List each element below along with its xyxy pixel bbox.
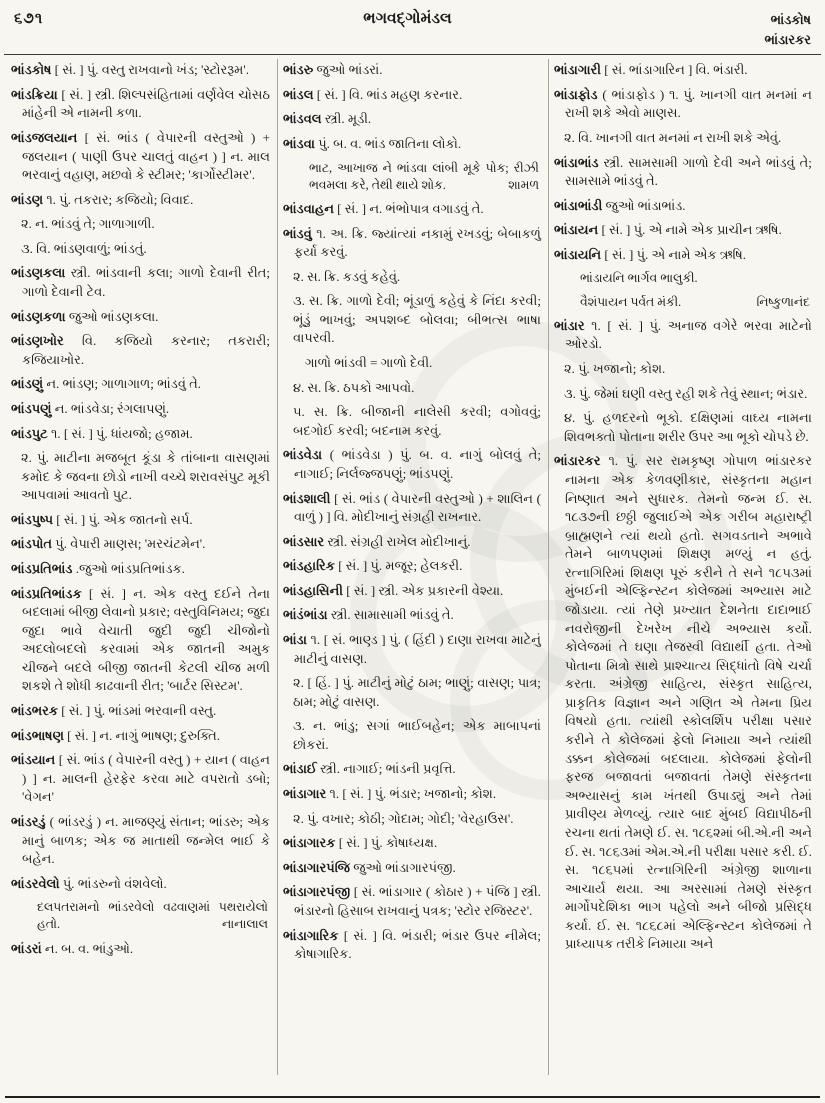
headword: ભાંડાર [553, 317, 585, 333]
dictionary-entry: ભાંડાગારિક [ સં. ] વિ. ભંડારી; ભંડાર ઉપર નીમેલ; કોષાગારિક. [282, 927, 541, 962]
page-title: ભગવદ્ગોમંડલ [363, 10, 452, 27]
column-1 [6, 59, 277, 1075]
guide-word-last: ભાંડારકર [764, 32, 811, 48]
dictionary-entry: ભાંડાયન [ સં. ] પું. એ નામે એક પ્રાચીન ઋષિ. [553, 222, 782, 238]
dictionary-entry: ભાંડવેડા ( ભાંડવેડા ) પું. બ. વ. નાગું બોલવું તે; નાગાઈ; નિર્લજ્જપણું; ભાંડપણું. [282, 447, 541, 481]
entry-sense: ૨. વિ. ખાનગી વાત મનમાં ન રાખી શકે એવું. [563, 130, 782, 146]
headword: ભાંડણખોર [11, 333, 64, 349]
headword: ભાંડપ્રતિભાંડક [11, 585, 82, 601]
dictionary-entry: ભાંડણું ન. ભાંડણ; ગાળાગાળ; ભાંડવું તે. [11, 376, 202, 392]
headword: ભાંડવેડા [282, 447, 323, 463]
headword: ભાંડાગારક [282, 835, 336, 851]
headword: ભાંડણ [11, 191, 44, 207]
dictionary-entry: ભાંડાગારપંજિ જુઓ ભાંડાગારપંજી. [282, 859, 456, 875]
headword: ભાંડાગારપંજી [282, 884, 351, 900]
dictionary-entry: ભાંડાગારક [ સં. ] પું. કોષાધ્યક્ષ. [282, 835, 438, 851]
dictionary-entry: ભાંડશાલી [ સં. ભાંડ ( વેપારની વસ્તુઓ ) + શાલિન ( વાળું ) ] વિ. મોદીખાનું સંગ્રહી રાખનાર. [282, 490, 541, 525]
entry-quote: દલપતરામનો ભાંડરવેલો વઢવાણમાં પથરાયેલો હતો. નાનાલાલ [37, 899, 268, 933]
dictionary-entry: ભાંડકોષ [ સં. ] પું. વસ્તુ રાખવાનો ખંડ; 'સ્ટોરરૂમ'. [11, 62, 249, 78]
entry-sense: ૨. સ. ક્રિ. કડવું કહેવું. [292, 268, 401, 284]
headword: ભાંડકોષ [11, 62, 52, 78]
headword: ભાંડપણું [11, 400, 52, 416]
dictionary-entry: ભાંડાભાંડી જુઓ ભાંડાભાંડ. [553, 197, 686, 213]
entry-sense: ૨. પું. વખાર; કોઠી; ગોદામ; ગોદી; 'વેરહાઉસ'. [292, 810, 514, 826]
headword: ભાંડભરક [11, 703, 59, 719]
headword: ભાંડણું [11, 376, 44, 392]
dictionary-entry: ભાંડહારિક [ સં. ] પું. મજૂર; હેલકરી. [282, 558, 463, 574]
entry-sense: ૨. [ હિં. ] પું. માટીનું મોટું ઠામ; ભાણું; વાસણ; પાત્ર; ઠામ; મોટું વાસણ. [292, 675, 541, 709]
headword: ભાંડશાલી [282, 490, 331, 506]
dictionary-entry: ભાંડરડું ( ભાંડરડું ) ન. માજણ્યું સંતાન; ભાંડરુ; એક માનું બાળક; એક જ માતાથી જન્મેલ ભાઈ કે બહેન. [11, 813, 270, 867]
entry-sense: ૪. સ. ક્રિ. ઠપકો આપવો. [292, 379, 415, 395]
headword: ભાંડપોત [11, 536, 53, 552]
dictionary-entry: ભાંડાર ૧. [ સં. ] પું. અનાજ વગેરે ભરવા માટેનો ઓરડો. [553, 317, 812, 352]
headword: ભાંડણકલા [11, 265, 66, 281]
headword: ભાંડહારિક [282, 558, 335, 574]
headword: ભાંડણકળા [11, 308, 66, 324]
dictionary-entry: ભાંડણખોર વિ. કજિયો કરનાર; તકરારી; કજિયાખોર. [11, 333, 270, 367]
dictionary-entry: ભાંડવા પું. બ. વ. ભાંડ જાતિના લોકો. [282, 136, 462, 152]
dictionary-entry: ભાંડણકલા સ્ત્રી. ભાંડવાની કલા; ગાળો દેવાની રીત; ગાળો દેવાની ટેવ. [11, 265, 270, 300]
headword: ભાંડાગારપંજિ [282, 859, 350, 875]
headword: ભાંડસાર [282, 533, 325, 549]
entry-sense: ૩. પું. જેમાં ઘણી વસ્તુ રહી શકે તેવું સ્થાન; ભંડાર. [563, 385, 808, 401]
page-header [0, 0, 825, 52]
bottom-rule [5, 1096, 820, 1099]
dictionary-entry: ભાંડાગારપંજી [ સં. ભાંડાગાર ( કોઠાર ) + પંજિ ] સ્ત્રી. ભંડારનો હિસાબ રાખવાનું પત્રક; 'સ્ટોર રજિસ્ટર'. [282, 884, 541, 918]
headword: ભાંડયાન [11, 752, 56, 768]
dictionary-entry: ભાંડજલયાન [ સં. ભાંડ ( વેપારની વસ્તુઓ ) + જલયાન ( પાણી ઉપર ચાલતું વાહન ) ] ન. માલ ભરવાનું વહાણ, મછવો કે સ્ટીમર; 'કાર્ગોસ્ટીમર'. [11, 130, 270, 183]
dictionary-entry: ભાંડા ૧. [ સં. ભાણ્ડ ] પું. ( હિંદી ) દાણા રાખવા માટેનું માટીનું વાસણ. [282, 631, 541, 666]
dictionary-entry: ભાંડપણું ન. ભાંડવેડા; રંગલાપણું. [11, 400, 170, 416]
headword: ભાંડક્રિયા [11, 86, 58, 102]
dictionary-entry: ભાંડવાહન [ સં. ] ન. ભંભોપાત્ર વગાડવું તે. [282, 201, 484, 216]
headword: ભાંડારકર [553, 453, 601, 469]
dictionary-entry: ભાંડપ્રતિભાંડ .જુઓ ભાંડપ્રતિભાંડક. [11, 561, 185, 576]
dictionary-columns [6, 59, 819, 1075]
entry-sense: ૩. વિ. ભાંડણવાળું; ભાંડતું. [21, 240, 147, 256]
dictionary-entry: ભાંડારકર ૧. પું. સર રામકૃષ્ણ ગોપાળ ભાંડારકર નામના એક કેળવણીકાર, સંસ્કૃતના મહાન નિષ્ણાત અને સુધારક. તેમનો જન્મ ઈ. સ. ૧૮૩૭ની છઠ્ઠી જુલાઈએ એક ગરીબ મહારાષ્ટ્રી બ્રાહ્મણને ત્યાં થયો હતો. સગવડતાને અભાવે તેમને બાળપણમાં શિક્ષણ મળ્યું ન હતું. રત્નાગિરિમાં શિક્ષણ પૂરું કરીને તે સને ૧૮૫૩માં મુંબઈની એલ્ફિન્સ્ટન કોલેજમાં અભ્યાસ માટે જોડાયા. ત્યાં તેણે પ્રખ્યાત દેશનેતા દાદાભાઈ નવરોજીની દેખરેખ નીચે અભ્યાસ કર્યો. કોલેજમાં તે ઘણા તેજસ્વી વિદ્યાર્થી હતા. તેઓ પોતાના મિત્રો સાથે પ્રાશ્ચાત્ય સિદ્ધાંતો વિષે ચર્ચા કરતા. અંગ્રેજી સાહિત્ય, સંસ્કૃત સાહિત્ય, પ્રાકૃતિક વિજ્ઞાન અને ગણિત એ તેમના પ્રિય વિષયો હતા. ત્યાંથી સ્કોલર્શિપ પરીક્ષા પસાર કરીને તે કોલેજમાં ફેલો નિમાયા અને ત્યાંથી ડક્કન કોલેજમાં બદલાયા. કોલેજમાં ફેલોની ફરજ બજાવતાં બજાવતાં તેમણે સંસ્કૃતના અભ્યાસનું કામ ખંતથી ઉપાડ્યું અને તેમાં પ્રાવીણ્ય મેળવ્યું. ત્યાર બાદ મુંબઈ વિદ્યાપીઠની રચના થતાં તેમણે ઈ. સ. ૧૮૬૨માં બી.એ.ની અને ઈ. સ. ૧૮૬૩માં એમ.એ.ની પરીક્ષા પસાર કરી. ઈ. સ. ૧૮૬૫માં રત્નાગિરિની અંગ્રેજી શાળાના આચાર્ય થયા. આ અરસામાં તેમણે સંસ્કૃત માર્ગોપદેશિકા ભાગ પહેલો અને બીજો પ્રસિદ્ધ કર્યા. ઈ. સ. ૧૮૬૮માં એલ્ફિન્સ્ટન કોલેજમાં તે પ્રાધ્યાપક તરીકે નિમાયા અને [553, 453, 812, 952]
column-3 [548, 59, 819, 1075]
headword: ભાંડલ [282, 86, 314, 102]
entry-sense: ૨. ન. ભાંડવું તે; ગાળાગાળી. [21, 216, 155, 232]
dictionary-entry: ભાંડાફોડ ( ભાંડાફોડ ) ૧. પું. ખાનગી વાત મનમાં ન રાખી શકે એવો માણસ. [553, 86, 812, 121]
headword: ભાંડપ્રતિભાંડ [11, 561, 73, 576]
dictionary-entry: ભાંડાયનિ [ સં. ] પું. એ નામે એક ઋષિ. [553, 246, 746, 262]
entry-quote: ભાટ, આખાજ ને ભાંડવા લાંબી મૂકે પોક; રીઝી ભવમલા કરે, તેથી થાયે શોક. શામળ [309, 160, 539, 194]
headword: ભાંડવું [282, 225, 312, 241]
dictionary-entry: ભાંડલ [ સં. ] વિ. ભાંડ મહણ કરનાર. [282, 86, 463, 102]
headword: ભાંડાયનિ [553, 246, 602, 262]
headword: ભાંડાફોડ [553, 86, 598, 102]
headword: ભાંડજલયાન [11, 130, 78, 146]
dictionary-entry: ભાંડહાસિની [ સં. ] સ્ત્રી. એક પ્રકારની વેશ્યા. [282, 582, 504, 598]
dictionary-entry: ભાંડણકળા જુઓ ભાંડણકલા. [11, 308, 159, 324]
entry-quote: ભાંડાયનિ ભાર્ગવ ભાલુકી. [579, 271, 698, 286]
dictionary-entry: ભાંડવલ સ્ત્રી. મૂડી. [282, 111, 372, 127]
quote-attribution: નાનાલાલ [222, 917, 268, 932]
headword: ભાંડરુ [282, 62, 314, 78]
dictionary-entry: ભાંડભાષણ [ સં. ] ન. નાગું ભાષણ; દુરુક્તિ. [11, 727, 220, 743]
dictionary-entry: ભાંડપુટ ૧. [ સં. ] પું. ધાંયજો; હજામ. [11, 425, 193, 441]
headword: ભાંડાગાર [282, 786, 327, 802]
column-2 [277, 59, 548, 1075]
entry-sense: ૨. પું. માટીના મજબૂત કૂંડા કે તાંબાના વાસણમાં કમોદ કે જવના છોડો નાખી વચ્ચે શરાવસંપુટ મૂકી આપવામાં આવતો પુટ. [21, 450, 270, 503]
headword: ભાંડહાસિની [282, 582, 343, 598]
headword: ભાંડવા [282, 136, 315, 152]
entry-sense: ૪. પું. હળદરનો ભૂકો. દક્ષિણમાં વાઘ્ય નામના શિવભક્તો પોતાના શરીર ઉપર આ ભૂકો ચોપડે છે. [563, 410, 812, 444]
headword: ભાંડરડું [11, 813, 46, 829]
dictionary-entry: ભાંડયાન [ સં. ભાંડ ( વેપારની વસ્તુ ) + યાન ( વાહન ) ] ન. માલની હેરફેર કરવા માટે વપરાતો ડબો; 'વેગન' [11, 752, 270, 805]
dictionary-entry: ભાંડાઈ સ્ત્રી. નાગાઈ; ભાંડની પ્રવૃત્તિ. [282, 761, 456, 777]
headword: ભાંડાભાંડ [553, 154, 599, 170]
dictionary-entry: ભાંડવું ૧. અ. ક્રિ. જ્યાંત્યાં નકામું રખડવું; બેબાકળું ફર્યા કરવું. [282, 225, 541, 260]
quote-attribution: નિષ્કુળાનંદ [756, 294, 810, 309]
dictionary-entry: ભાંડણ ૧. પું. તકરાર; કજિયો; વિવાદ. [11, 191, 194, 207]
headword: ભાંડાગારિક [282, 927, 339, 943]
headword: ભાંડપુષ્પ [11, 511, 54, 527]
header-rule [4, 54, 821, 55]
dictionary-entry: ભાંડપ્રતિભાંડક [ સં. ] ન. એક વસ્તુ દઈને તેના બદલામાં બીજી લેવાનો પ્રકાર; વસ્તુવિનિમય; જુદા જુદા ભાવે વેચાતી જુદી જુદી ચીજોનો અદલોબદલો કરવામાં એક જાતની અમુક ચીજને બદલે બીજી જાતની કેટલી ચીજ મળી શકશે તે શોધી કાઢવાની રીત; 'બાર્ટર સિસ્ટમ'. [11, 585, 270, 694]
guide-word-first: ભાંડકોષ [770, 12, 811, 27]
entry-sense: ૫. સ. ક્રિ. બીજાની નાલેસી કરવી; વગોવવું; બદગોઈ કરવી; બદનામ કરવું. [292, 404, 541, 438]
headword: ભાંડાભાંડી [553, 197, 603, 213]
quote-attribution: શામળ [508, 177, 539, 192]
headword: ભાંડરવેલો [11, 875, 60, 891]
dictionary-entry: ભાંડક્રિયા [ સં. ] સ્ત્રી. શિલ્પસંહિતામાં વર્ણવેલ ચોસઠ માંહેની એ નામની કળા. [11, 86, 270, 121]
dictionary-entry: ભાંડાગાર ૧. [ સં. ] પું. ભંડાર; ખજાનો; કોશ. [282, 786, 497, 802]
dictionary-entry: ભાંડભરક [ સં. ] પું. ભાંડમાં ભરવાની વસ્તુ. [11, 703, 217, 719]
entry-sense: ૩. સ. ક્રિ. ગાળો દેવી; ભૂંડાળું કહેવું કે નિંદા કરવી; ભૂંડું ભાખવું; અપશબ્દ બોલવા; બીભત્સ ભાષા વાપરવી. [292, 293, 541, 346]
dictionary-entry: ભાંડપુષ્પ [ સં. ] પું. એક જાતનો સર્પ. [11, 511, 193, 527]
headword: ભાંડાઈ [282, 761, 317, 777]
headword: ભાંડપુટ [11, 425, 48, 441]
headword: ભાંડંભાંડા [282, 607, 328, 623]
dictionary-entry: ભાંડરાં ન. બ. વ. ભાંડુઓ. [11, 940, 134, 956]
page-number: ૬૭૧ [14, 11, 44, 27]
guide-words [681, 10, 811, 50]
dictionary-entry: ભાંડરવેલો પું. ભાંડરુનો વંશવેલો. [11, 875, 167, 891]
entry-sense: ૩. ન. ભાંડુ; સગાં ભાઈબહેન; એક માબાપનાં છોકરાં. [292, 718, 541, 752]
entry-sense: ૨. પું. ખજાનો; કોશ. [563, 361, 666, 377]
dictionary-entry: ભાંડંભાંડા સ્ત્રી. સામાસામી ભાંડવું તે. [282, 607, 454, 623]
dictionary-entry: ભાંડપોત પું. વેપારી માણસ; 'મરચંટમેન'. [11, 536, 206, 552]
headword: ભાંડાગારી [553, 62, 601, 78]
entry-subnote: ગાળો ભાંડવી = ગાળો દેવી. [304, 355, 433, 371]
headword: ભાંડાયન [553, 222, 599, 238]
dictionary-entry: ભાંડસાર સ્ત્રી. સંગ્રહી રાખેલ મોદીખાનું. [282, 533, 471, 549]
entry-quote: વૈશંપાયન પર્વત મંકી. નિષ્કુળાનંદ [580, 294, 810, 311]
headword: ભાંડા [282, 631, 307, 647]
headword: ભાંડરાં [11, 940, 42, 956]
dictionary-entry: ભાંડરુ જુઓ ભાંડરાં. [282, 62, 383, 78]
headword: ભાંડવલ [282, 111, 322, 127]
headword: ભાંડવાહન [282, 201, 334, 216]
dictionary-entry: ભાંડાભાંડ સ્ત્રી. સામસામી ગાળો દેવી અને ભાંડવું તે; સામસામે ભાંડવું તે. [553, 154, 812, 189]
dictionary-entry: ભાંડાગારી [ સં. ભાંડાગારિન ] વિ. ભંડારી. [553, 62, 748, 78]
headword: ભાંડભાષણ [11, 727, 64, 743]
